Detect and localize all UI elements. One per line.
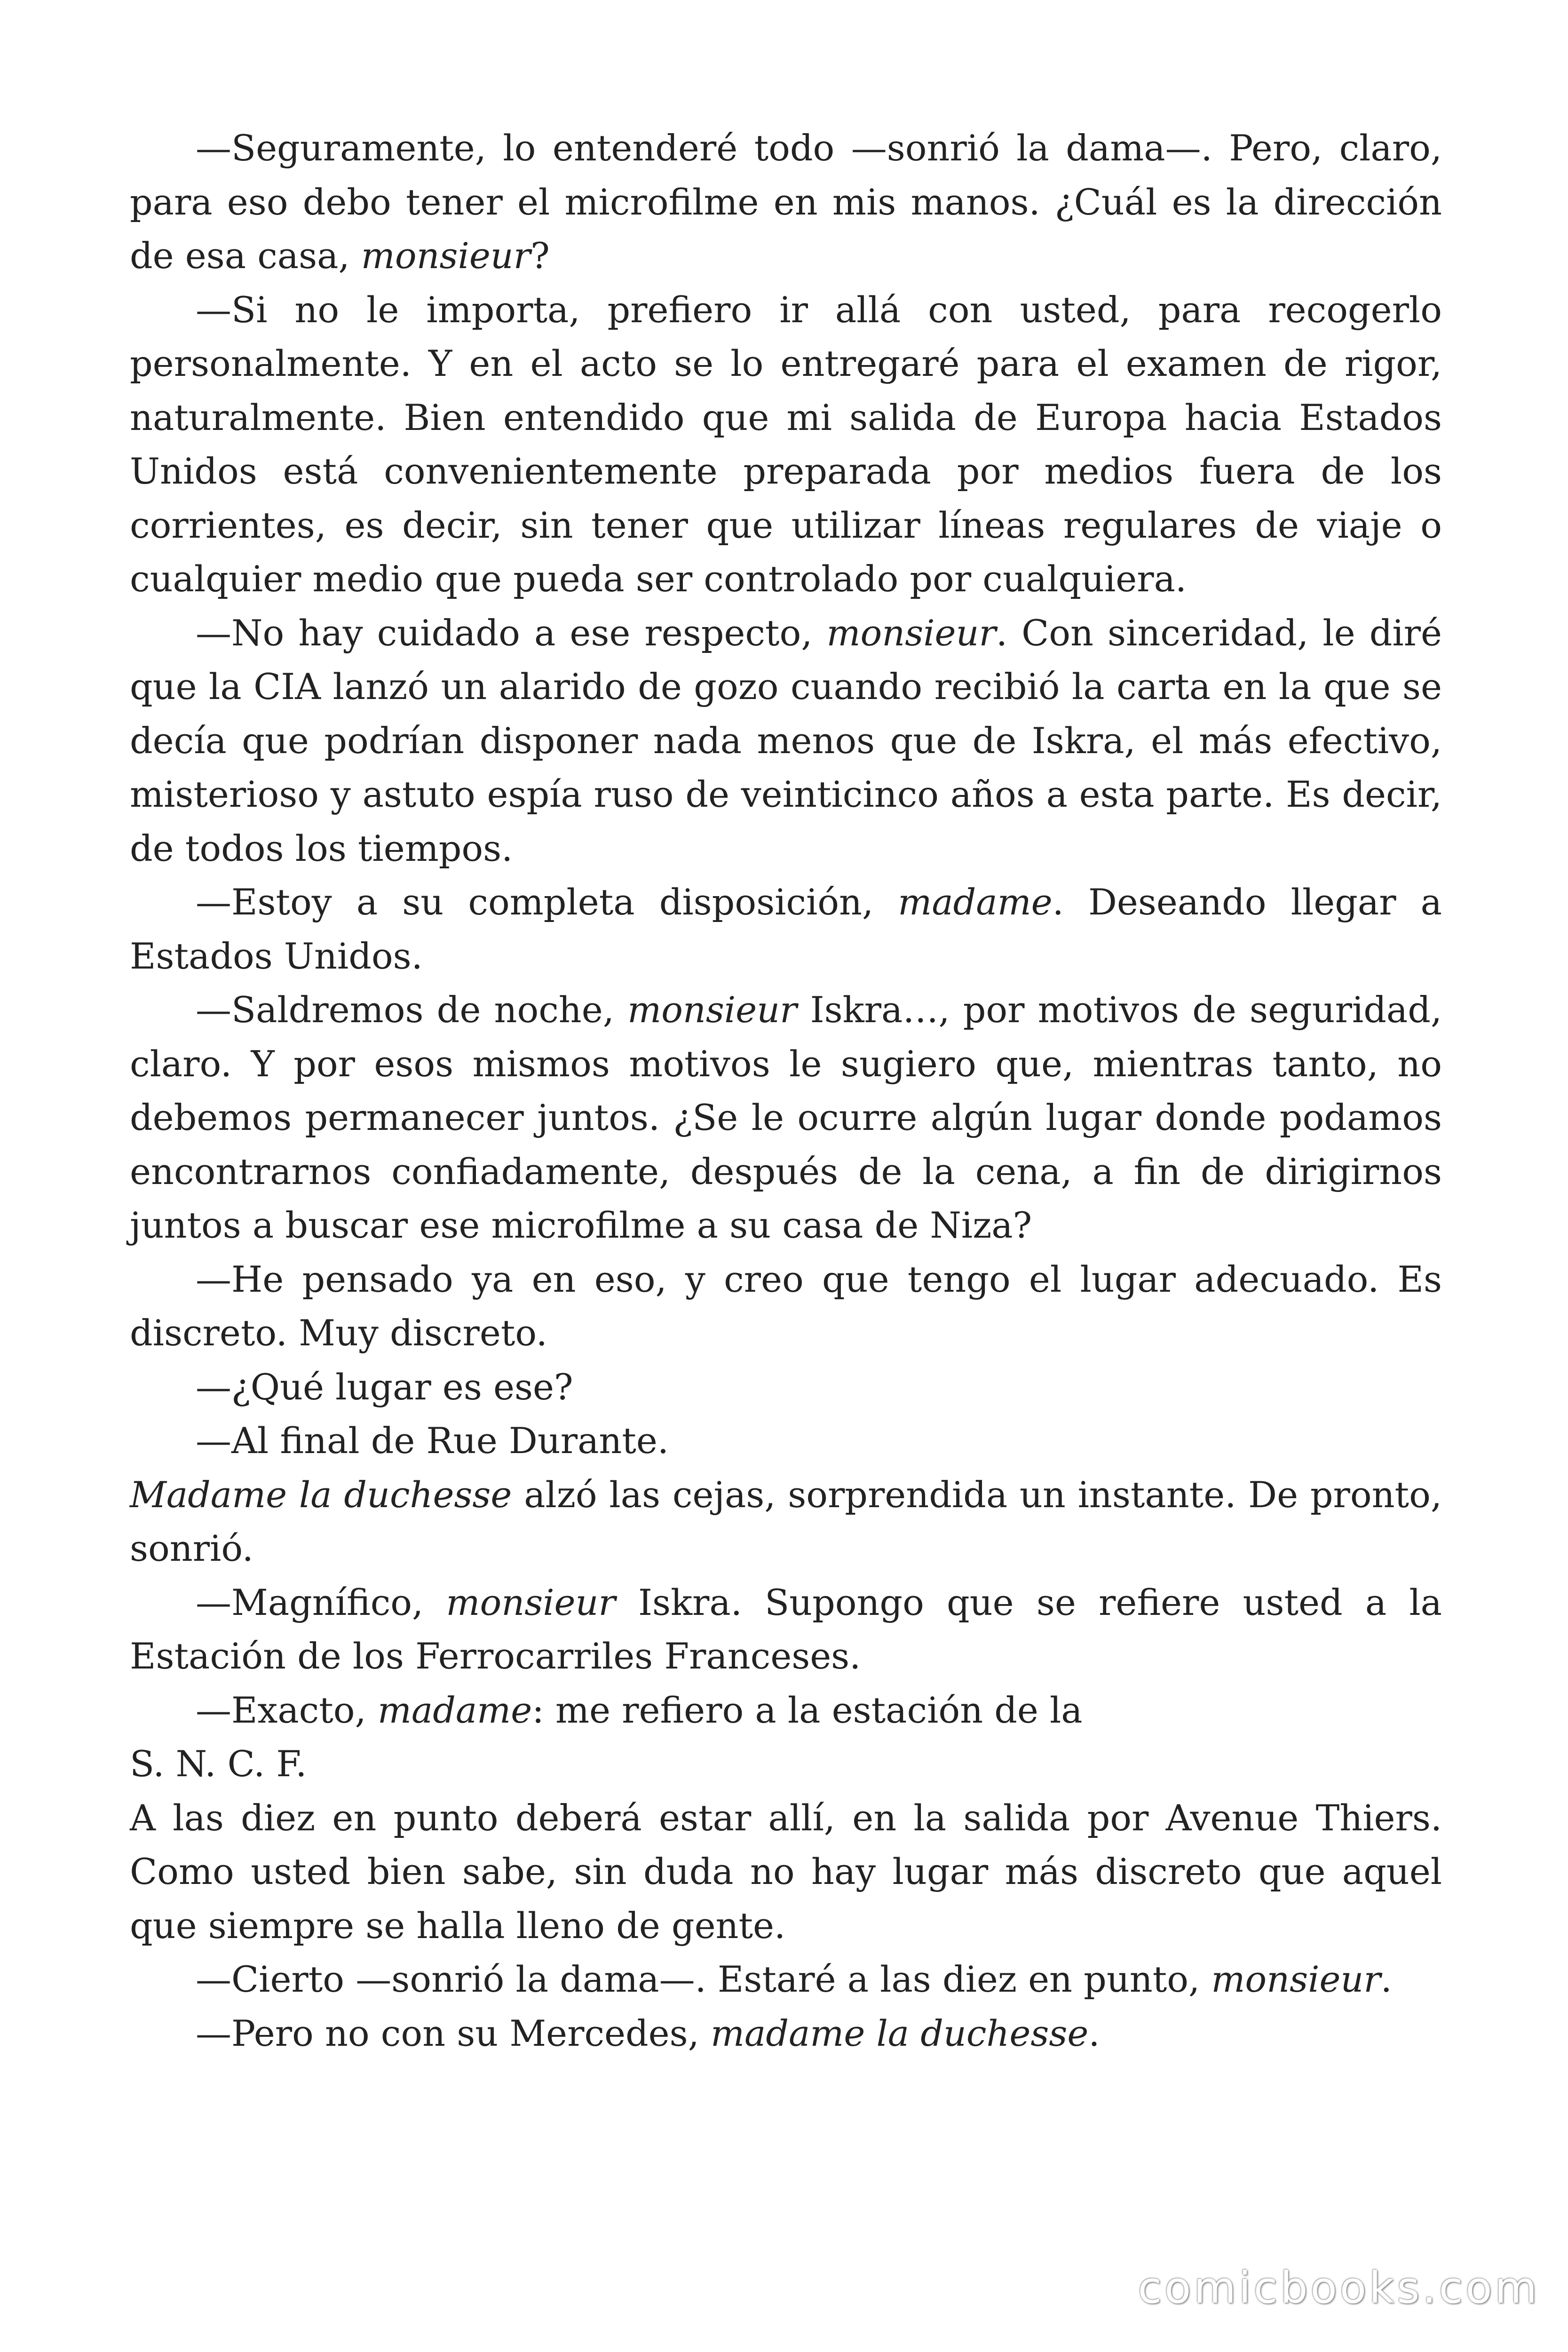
text-run: ?: [531, 235, 550, 277]
paragraph: [130, 1253, 1442, 1360]
text-run: . Deseando llegar a Estados Unidos.: [130, 881, 1442, 977]
text-run: —Exacto,: [196, 1689, 378, 1731]
text-run: —He pensado ya en eso, y creo que tengo el lugar adecuado. Es discreto. Muy discreto.: [130, 1258, 1442, 1354]
paragraph: [130, 1468, 1442, 1576]
italic-run: monsieur: [1211, 1958, 1381, 2000]
paragraph: [130, 2007, 1442, 2061]
italic-run: madame: [898, 881, 1053, 923]
text-run: —No hay cuidado a ese respecto,: [196, 612, 827, 654]
text-run: —¿Qué lugar es ese?: [196, 1366, 573, 1408]
italic-run: monsieur: [826, 612, 996, 654]
paragraph: [130, 1791, 1442, 1953]
text-run: alzó las cejas, sorprendida un instante. De pronto, sonrió.: [130, 1473, 1442, 1569]
paragraph: [130, 283, 1442, 606]
italic-run: monsieur: [361, 235, 531, 277]
italic-run: monsieur: [627, 989, 797, 1031]
paragraph: [130, 1360, 1442, 1414]
body-text: [130, 121, 1442, 2060]
text-run: . Con sinceridad, le diré que la CIA lanzó un alarido de gozo cuando recibió la carta en la que se decía que podrían disponer nada menos que de Iskra, el más efectivo, misterioso y astuto espía ruso de veinticinco años a esta parte. Es decir, de todos los tiempos.: [130, 612, 1442, 869]
text-run: —Al final de Rue Durante.: [196, 1420, 669, 1462]
italic-run: monsieur: [446, 1581, 616, 1623]
text-run: S. N. C. F.: [130, 1743, 307, 1785]
italic-run: madame la duchesse: [710, 2012, 1089, 2054]
text-run: —Si no le importa, prefiero ir allá con usted, para recogerlo personalmente. Y en el acto se lo entregaré para el examen de rigor, naturalmente. Bien entendido que mi salida de Europa hacia Estados Unidos está convenientemente preparada por medios fuera de los corrientes, es decir, sin tener que utilizar líneas regulares de viaje o cualquier medio que pueda ser controlado por cualquiera.: [130, 288, 1442, 600]
text-run: —Estoy a su completa disposición,: [196, 881, 898, 923]
watermark: comicbooks.com: [1138, 2263, 1540, 2313]
text-run: —Saldremos de noche,: [196, 989, 628, 1031]
paragraph: [130, 1576, 1442, 1684]
paragraph: [130, 983, 1442, 1253]
paragraph: [130, 1414, 1442, 1468]
paragraph: [130, 121, 1442, 283]
paragraph: [130, 1737, 1442, 1791]
text-run: Iskra. Supongo que se refiere usted a la Estación de los Ferrocarriles Franceses.: [130, 1581, 1442, 1677]
text-run: —Cierto —sonrió la dama—. Estaré a las diez en punto,: [196, 1958, 1212, 2000]
paragraph: [130, 1684, 1442, 1738]
paragraph: [130, 606, 1442, 876]
text-run: Iskra…, por motivos de seguridad, claro. Y por esos mismos motivos le sugiero que, mientras tanto, no debemos permanecer juntos. ¿Se le ocurre algún lugar donde podamos encontrarnos confiadamente, después de la cena, a fin de dirigirnos juntos a buscar ese microfilme a su casa de Niza?: [130, 989, 1442, 1246]
italic-run: Madame la duchesse: [130, 1473, 512, 1516]
text-run: A las diez en punto deberá estar allí, en la salida por Avenue Thiers. Como usted bien sabe, sin duda no hay lugar más discreto que aquel que siempre se halla lleno de gente.: [130, 1796, 1442, 1947]
text-run: —Pero no con su Mercedes,: [196, 2012, 711, 2054]
text-run: —Magnífico,: [196, 1581, 446, 1623]
text-run: .: [1088, 2012, 1100, 2054]
italic-run: madame: [377, 1689, 532, 1731]
text-run: : me refiero a la estación de la: [532, 1689, 1083, 1731]
text-run: .: [1380, 1958, 1392, 2000]
text-run: —Seguramente, lo entenderé todo —sonrió la dama—. Pero, claro, para eso debo tener el microfilme en mis manos. ¿Cuál es la dirección de esa casa,: [130, 127, 1442, 277]
paragraph: [130, 1953, 1442, 2007]
paragraph: [130, 875, 1442, 983]
